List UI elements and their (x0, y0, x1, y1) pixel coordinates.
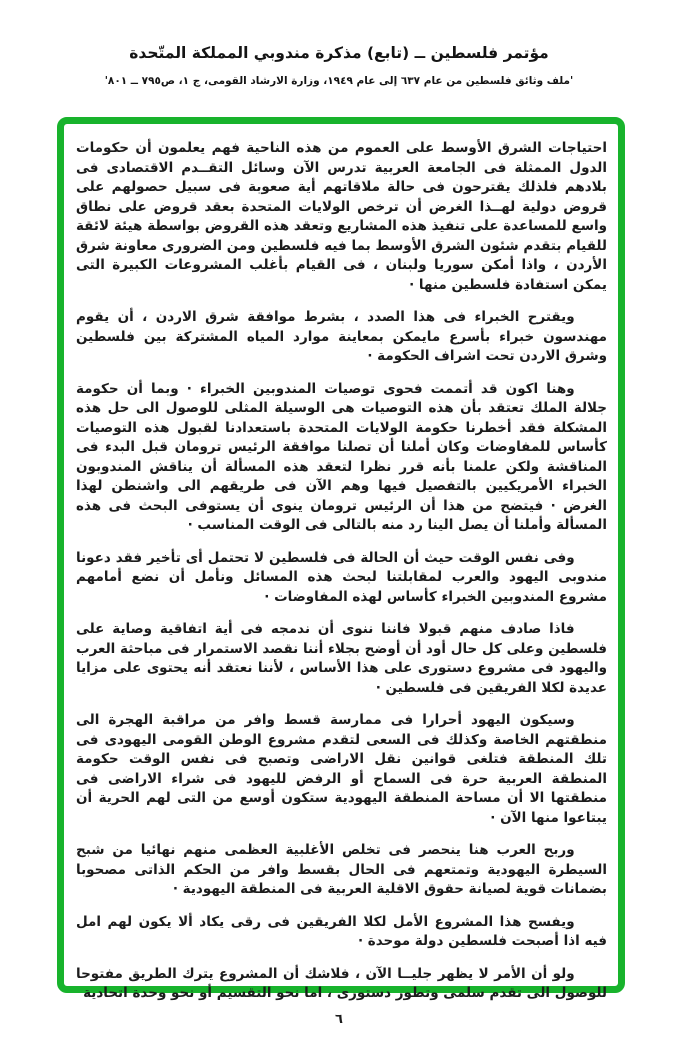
source-citation: 'ملف وثائق فلسطين من عام ٦٣٧ إلى عام ١٩٤٩، وزارة الارشاد القومى، ج ١، ص٧٩٥ ــ ٨٠١' (104, 75, 574, 87)
page-number: ٦ (335, 1012, 343, 1027)
paragraph: احتياجات الشرق الأوسط على العموم من هذه الناحية فهم يعلمون أن حكومات الدول الممثلة فى الجامعة العربية تدرس الآن وسائل التقــدم الاقتصادى فى بلادهم فلذلك يقترحون فى حالة ملاقاتهم أية صعوبة فى سبيل حصولهم على قروض دولية لهــذا الغرض أن ترخص الولايات المتحدة بعقد قروض على نطاق واسع للمساعدة على تنفيذ هذه المشاريع وتعقد هذه القروض بواسطة هيئة لائقة للقيام بتقدم شئون الشرق الأوسط بما فيه فلسطين ومن الضرورى معاونة شرق الأردن ، واذا أمكن سوريا ولبنان ، فى القيام بأغلب المشروعات الكبيرة التى يمكن استفادة فلسطين منها · (76, 140, 607, 293)
paragraph: وسيكون اليهود أحرارا فى ممارسة قسط وافر من مراقبة الهجرة الى منطقتهم الخاصة وكذلك فى السعى لتقدم مشروع الوطن القومى اليهودى فى تلك المنطقة فتلغى قوانين نقل الاراضى وتصبح فى نفس الوقت حكومة المنطقة العربية حرة فى السماح أو الرفض لليهود فى شراء الاراضى فى منطقتها الا أن مساحة المنطقة اليهودية ستكون أوسع من التى لهم الحرية أن يبتاعوا منها الآن · (76, 712, 607, 826)
paragraph: ويقترح الخبراء فى هذا الصدد ، بشرط موافقة شرق الاردن ، أن يقوم مهندسون خبراء بأسرع مايمكن بمعاينة موارد المياه المشتركة بين فلسطين وشرق الاردن تحت اشراف الحكومة · (76, 309, 607, 364)
highlight-border-box (57, 117, 625, 1001)
paragraph: ولو أن الأمر لا يظهر جليــا الآن ، فلاشك أن المشروع يترك الطريق مفتوحا للوصول الى تقدم سلمى وتطور دستورى ، اما نحو التقسيم أو نحو وحدة اتحادية (76, 965, 607, 1001)
paragraph: وربح العرب هنا ينحصر فى تخلص الأغلبية العظمى منهم نهائيا من شبح السيطرة اليهودية وتمتعهم فى الحال بقسط وافر من الحكم الذاتى مصحوبا بضمانات قوية لصيانة حقوق الاقلية العربية فى المنطقة اليهودية · (76, 842, 607, 897)
paragraph: وفى نفس الوقت حيث أن الحالة فى فلسطين لا تحتمل أى تأخير فقد دعونا مندوبى اليهود والعرب لمقابلتنا لبحث هذه المسائل ونأمل أن نضع أمامهم مشروع المندوبين الخبراء كأساس لهذه المفاوضات · (76, 549, 607, 605)
document-title: مؤتمر فلسطين ــ (تابع) مذكرة مندوبي المملكة المتّحدة (129, 44, 549, 62)
paragraph: وهنا اكون قد أتممت فحوى توصيات المندوبين الخبراء · وبما أن حكومة جلالة الملك تعتقد بأن هذه التوصيات هى الوسيلة المثلى للوصول الى حل هذه المشكلة فقد أخطرنا حكومة الولايات المتحدة باستعدادنا لقبول هذه التوصيات كأساس للمفاوضات وكان أملنا أن تصلنا موافقة الرئيس ترومان قبل البدء فى المناقشة ولكن علمنا بأنه قرر نظرا لتعقد هذه المسألة أن يناقش المندوبون الخبراء الأمريكيين بالتفصيل فيها وهم الآن فى طريقهم الى واشنطن لهذا الغرض · فيتضح من هذا أن الرئيس ترومان ينوى أن يستوفى البحث فى هذه المسألة وأملنا أن يصل الينا رد منه بالتالى فى الوقت المناسب · (76, 380, 607, 533)
paragraph: فاذا صادف منهم قبولا فاننا ننوى أن ندمجه فى أية اتفاقية وصاية على فلسطين وعلى كل حال أود أن أوضح بجلاء أننا نقصد الاستمرار فى مباحثة العرب واليهود فى مشروع دستورى على هذا الأساس ، لأننا نعتقد أنه يحتوى على مزايا عديدة لكلا الفريقين فى فلسطين · (76, 621, 607, 696)
document-body (76, 139, 607, 1004)
page-header (0, 44, 678, 87)
paragraph: ويفسح هذا المشروع الأمل لكلا الفريقين فى رقى يكاد ألا يكون لهم امل فيه اذا أصبحت فلسطين دولة موحدة · (76, 913, 607, 949)
